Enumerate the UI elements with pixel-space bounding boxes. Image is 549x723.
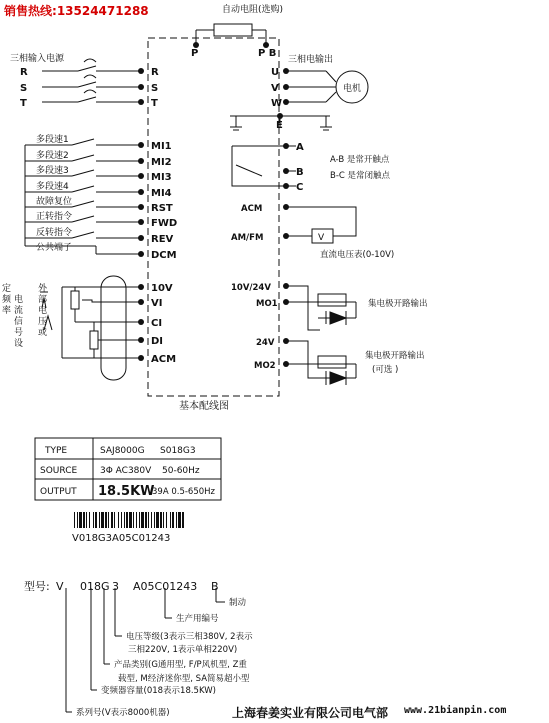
barcode-bar: [105, 512, 107, 528]
plate-source-v2: 50-60Hz: [162, 466, 200, 476]
term-acm-out: ACM: [241, 204, 263, 214]
mi-label-2: 多段速2: [36, 151, 69, 161]
term-t: T: [151, 98, 158, 109]
oc-label-2b: (可选 ): [372, 365, 399, 375]
oc-load-2: [318, 356, 346, 368]
diagram-title: 基本配线图: [179, 401, 229, 412]
model-part-serial: A05C01243: [133, 580, 198, 593]
barcode-bar: [166, 512, 167, 528]
term-fwd: FWD: [151, 218, 178, 229]
oc-label-1: 集电极开路输出: [368, 299, 428, 309]
term-10v: 10V: [151, 283, 173, 294]
model-part-series: V: [56, 580, 64, 593]
barcode-bar: [129, 512, 132, 528]
input-title: 三相输入电源: [10, 54, 65, 64]
barcode-bar: [93, 512, 94, 528]
barcode-bar: [156, 512, 159, 528]
barcode-bar: [148, 512, 149, 528]
plate-type-v2: S018G3: [160, 446, 196, 456]
footer-website: www.21bianpin.com: [404, 705, 507, 716]
analog-right-label: 外部电压或: [38, 284, 48, 338]
barcode-bar: [126, 512, 128, 528]
analog-mid-label: 电流信号设: [14, 295, 24, 349]
term-acm-in: ACM: [151, 354, 177, 365]
barcode-bar: [182, 512, 184, 528]
term-mi1: MI1: [151, 141, 172, 152]
model-desc-category-2: 载型, M经济迷你型, SA简易超小型: [118, 674, 250, 684]
barcode-bar: [163, 512, 164, 528]
model-part-voltage: 3: [112, 580, 119, 593]
mi-label-5: 故障复位: [36, 197, 73, 207]
plate-type-v1: SAJ8000G: [100, 446, 145, 456]
motor-label: 电机: [343, 84, 362, 94]
oc-label-2: 集电极开路输出: [365, 351, 425, 361]
term-r: R: [151, 67, 159, 78]
voltmeter-label: 直流电压表(0-10V): [320, 250, 395, 260]
mi-label-8: 公共端子: [36, 243, 73, 253]
term-c: C: [296, 182, 304, 193]
term-a: A: [296, 142, 304, 153]
term-b: B: [296, 167, 304, 178]
plate-output-v2: 39A 0.5-650Hz: [152, 487, 215, 497]
model-part-capacity: 018: [80, 580, 101, 593]
voltmeter-v: V: [318, 233, 325, 243]
mi-label-3: 多段速3: [36, 166, 69, 176]
term-u: U: [271, 67, 280, 78]
term-rst: RST: [151, 203, 173, 214]
output-title: 三相电输出: [288, 55, 334, 65]
term-mo1: MO1: [256, 299, 278, 309]
relay-note-1: A-B 是常开触点: [330, 155, 390, 165]
term-di: DI: [151, 336, 164, 347]
term-mi4: MI4: [151, 188, 172, 199]
model-desc-capacity: 变频器容量(018表示18.5KW): [101, 686, 216, 696]
barcode-bar: [83, 512, 85, 528]
barcode-bar: [101, 512, 104, 528]
barcode-bar: [133, 512, 134, 528]
term-rev: REV: [151, 234, 174, 245]
barcode-bar: [136, 512, 137, 528]
barcode-bar: [111, 512, 113, 528]
barcode-bar: [89, 512, 90, 528]
barcode-bar: [86, 512, 87, 528]
barcode-bar: [118, 512, 119, 528]
model-desc-serial: 生产用编号: [176, 614, 219, 624]
barcode-bar: [79, 512, 82, 528]
barcode-bar: [74, 512, 75, 528]
mi-label-4: 多段速4: [36, 182, 69, 192]
model-desc-voltage-1: 电压等级(3表示三相380V, 2表示: [126, 632, 253, 642]
term-w: W: [271, 98, 283, 109]
barcode-bar: [154, 512, 155, 528]
analog-vertical-labels: [2, 282, 48, 349]
barcode-bar: [160, 512, 162, 528]
barcode-bar: [121, 512, 122, 528]
barcode-bar: [176, 512, 177, 528]
term-24v: 24V: [256, 338, 275, 348]
barcode-bar: [172, 512, 174, 528]
term-mo2: MO2: [254, 361, 276, 371]
barcode-bar: [99, 512, 100, 528]
term-vi: VI: [151, 298, 163, 309]
potentiometer: [71, 291, 79, 309]
brake-resistor: [214, 24, 252, 36]
term-mi3: MI3: [151, 172, 172, 183]
plate-type-key: TYPE: [45, 446, 68, 456]
model-desc-category-1: 产品类别(G通用型, F/P风机型, Z重: [114, 660, 247, 670]
input-label-s: S: [20, 83, 28, 94]
input-label-t: T: [20, 98, 27, 109]
barcode-bar: [170, 512, 171, 528]
mi-label-1: 多段速1: [36, 135, 69, 145]
term-s: S: [151, 83, 159, 94]
term-10-24v: 10V/24V: [231, 283, 271, 293]
mi-label-7: 反转指令: [36, 228, 73, 238]
model-part-category: G: [101, 580, 110, 593]
term-v: V: [271, 83, 279, 94]
plate-output-v1: 18.5KW: [98, 484, 155, 499]
diode-1: [330, 312, 346, 324]
oc-load-1: [318, 294, 346, 306]
shield-cable: [101, 276, 126, 380]
barcode-bar: [108, 512, 109, 528]
barcode-bar: [151, 512, 152, 528]
model-desc-voltage-2: 三相220V, 1表示单相220V): [128, 645, 238, 655]
barcode-text: V018G3A05C01243: [72, 533, 171, 544]
diode-2: [330, 372, 346, 384]
plate-source-key: SOURCE: [40, 466, 78, 476]
barcode-bar: [124, 512, 125, 528]
term-pb: P B: [258, 48, 277, 59]
model-desc-series: 系列号(V表示8000机器): [76, 708, 170, 718]
plate-output-key: OUTPUT: [40, 487, 77, 497]
barcode-bar: [178, 512, 181, 528]
hotline-number: 13524471288: [56, 4, 149, 18]
term-ci: CI: [151, 318, 163, 329]
term-mi2: MI2: [151, 157, 172, 168]
hotline-label: 销售热线:: [4, 4, 57, 18]
term-e: E: [276, 120, 283, 131]
di-resistor: [90, 331, 98, 349]
plate-source-v1: 3Φ AC380V: [100, 466, 152, 476]
term-p: P: [191, 48, 199, 59]
term-dcm: DCM: [151, 250, 177, 261]
barcode-bar: [95, 512, 97, 528]
model-prefix: 型号:: [24, 580, 50, 593]
barcode-bar: [141, 512, 144, 528]
analog-left-label: 定频率: [2, 284, 12, 316]
model-part-brake: B: [211, 580, 219, 593]
footer-company: 上海春姜实业有限公司电气部: [232, 706, 389, 720]
input-label-r: R: [20, 67, 28, 78]
model-desc-brake: 制动: [229, 598, 247, 608]
mi-label-6: 正转指令: [36, 212, 73, 222]
relay-note-2: B-C 是常闭触点: [330, 171, 391, 181]
barcode-bar: [77, 512, 78, 528]
barcode-bar: [145, 512, 147, 528]
brake-title: 自动电阻(选购): [222, 5, 284, 15]
barcode-bar: [114, 512, 115, 528]
term-amfm: AM/FM: [231, 233, 264, 243]
barcode-bar: [139, 512, 140, 528]
